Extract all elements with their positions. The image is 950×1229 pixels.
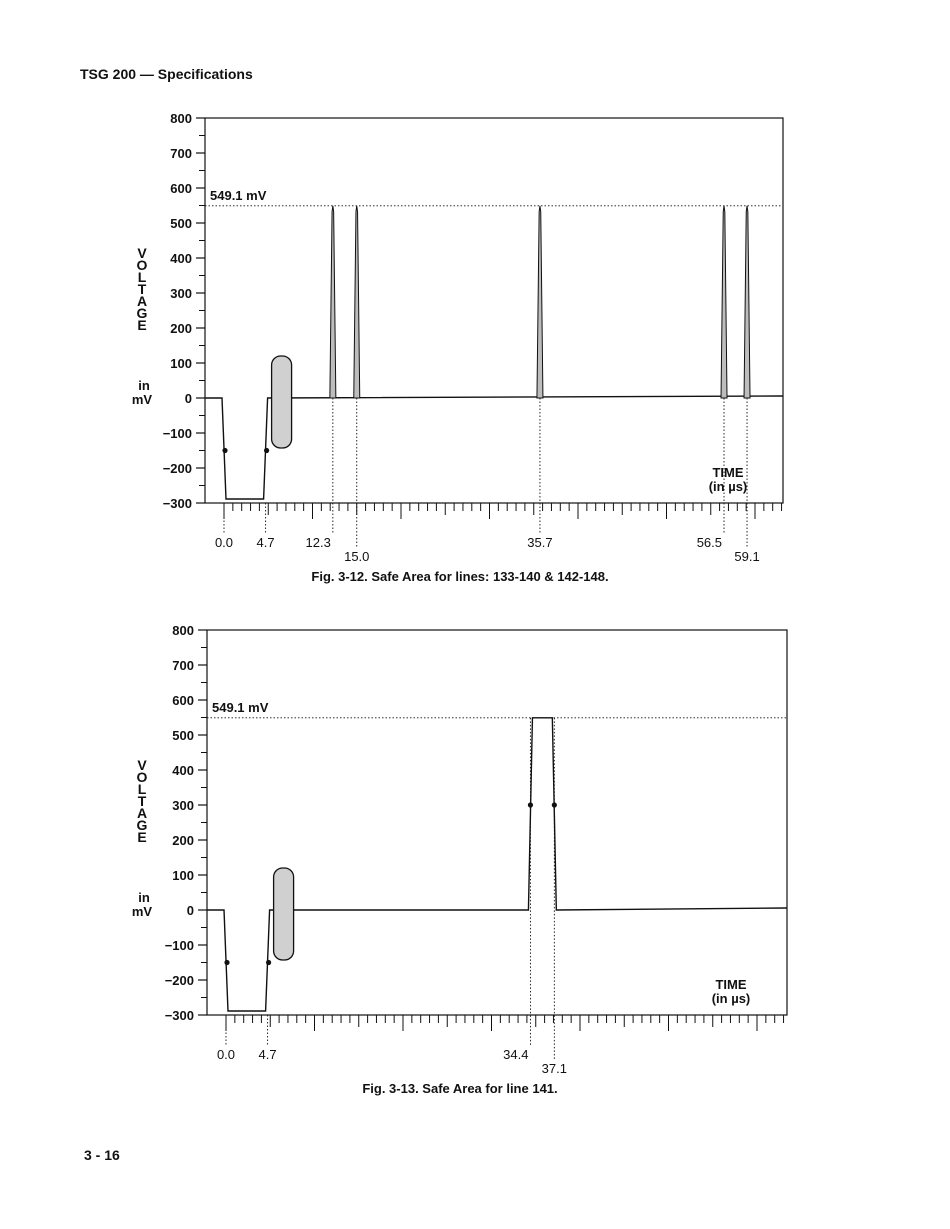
plot-frame <box>207 630 787 1015</box>
y-tick-label: 300 <box>172 798 194 813</box>
waveform-line <box>207 718 787 1011</box>
y-tick-label: 300 <box>170 286 192 301</box>
waveform-peak <box>354 206 360 398</box>
time-marker-label: 34.4 <box>503 1047 529 1062</box>
y-axis-label-letter: O <box>136 769 148 785</box>
y-tick-label: 200 <box>172 833 194 848</box>
reference-line-label: 549.1 mV <box>210 187 267 203</box>
y-axis-label-letter: T <box>137 281 147 297</box>
page-number: 3 - 16 <box>84 1147 120 1163</box>
y-tick-label: 400 <box>172 763 194 778</box>
x-axis-label-time: TIME <box>715 977 747 992</box>
y-axis-label-letter: E <box>137 829 147 845</box>
sync-midpoint-dot <box>266 960 271 965</box>
y-tick-label: 700 <box>170 146 192 161</box>
waveform-peak <box>744 206 750 398</box>
y-axis-label-letter: T <box>137 793 147 809</box>
time-marker-label: 59.1 <box>734 549 760 564</box>
time-marker-label: 37.1 <box>541 1061 567 1076</box>
x-axis-label-unit: (in µs) <box>711 991 751 1006</box>
time-marker-label: 15.0 <box>344 549 370 564</box>
time-marker-label: 0.0 <box>216 1047 236 1062</box>
figure-caption: Fig. 3-12. Safe Area for lines: 133-140 & 142-148. <box>311 569 609 584</box>
safe-area-shaded-marker <box>272 356 292 448</box>
y-tick-label: 800 <box>170 111 192 126</box>
waveform-peak <box>537 206 543 398</box>
plot-frame <box>205 118 783 503</box>
y-tick-label: −100 <box>162 426 192 441</box>
y-axis-unit-in: in <box>138 890 150 905</box>
y-axis-label-letter: G <box>136 817 148 833</box>
y-tick-label: 700 <box>172 658 194 673</box>
y-axis-label-letter: O <box>136 257 148 273</box>
sync-midpoint-dot <box>222 448 227 453</box>
y-axis-label-letter: V <box>137 245 147 261</box>
y-tick-label: −200 <box>164 973 194 988</box>
figure-caption: Fig. 3-13. Safe Area for line 141. <box>362 1081 558 1096</box>
y-axis-label-letter: L <box>137 269 147 285</box>
y-tick-label: 600 <box>172 693 194 708</box>
time-marker-label: 4.7 <box>256 535 275 550</box>
y-axis-unit-in: in <box>138 378 150 393</box>
y-axis-label-letter: L <box>137 781 147 797</box>
y-tick-label: 100 <box>172 868 194 883</box>
y-tick-label: 100 <box>170 356 192 371</box>
y-tick-label: 600 <box>170 181 192 196</box>
y-axis-label-letter: E <box>137 317 147 333</box>
y-axis-label-letter: A <box>136 293 148 309</box>
y-axis-label-letter: G <box>136 305 148 321</box>
y-axis-label-letter: A <box>136 805 148 821</box>
y-tick-label: 800 <box>172 623 194 638</box>
x-axis-label-time: TIME <box>712 465 744 480</box>
time-marker-label: 35.7 <box>527 535 553 550</box>
y-axis-unit-mv: mV <box>131 392 153 407</box>
time-marker-label: 12.3 <box>305 535 331 550</box>
time-marker-label: 4.7 <box>258 1047 277 1062</box>
safe-area-shaded-marker <box>274 868 294 960</box>
sync-midpoint-dot <box>264 448 269 453</box>
x-axis-label-unit: (in µs) <box>708 479 748 494</box>
y-tick-label: 200 <box>170 321 192 336</box>
y-tick-label: 500 <box>172 728 194 743</box>
y-tick-label: −100 <box>164 938 194 953</box>
y-tick-label: −200 <box>162 461 192 476</box>
y-tick-label: −300 <box>164 1008 194 1023</box>
sync-midpoint-dot <box>224 960 229 965</box>
y-tick-label: 0 <box>184 391 192 406</box>
figure-3-13-chart <box>0 612 950 1102</box>
figure-3-12-chart <box>0 100 950 590</box>
y-tick-label: 500 <box>170 216 192 231</box>
waveform-peak <box>330 206 336 398</box>
reference-line-label: 549.1 mV <box>212 699 269 715</box>
time-marker-label: 56.5 <box>696 535 723 550</box>
y-tick-label: 0 <box>186 903 194 918</box>
y-axis-unit-mv: mV <box>131 904 153 919</box>
y-tick-label: −300 <box>162 496 192 511</box>
y-axis-label-letter: V <box>137 757 147 773</box>
y-tick-label: 400 <box>170 251 192 266</box>
page-header: TSG 200 — Specifications <box>80 66 253 82</box>
waveform-peak <box>721 206 727 398</box>
time-marker-label: 0.0 <box>214 535 234 550</box>
